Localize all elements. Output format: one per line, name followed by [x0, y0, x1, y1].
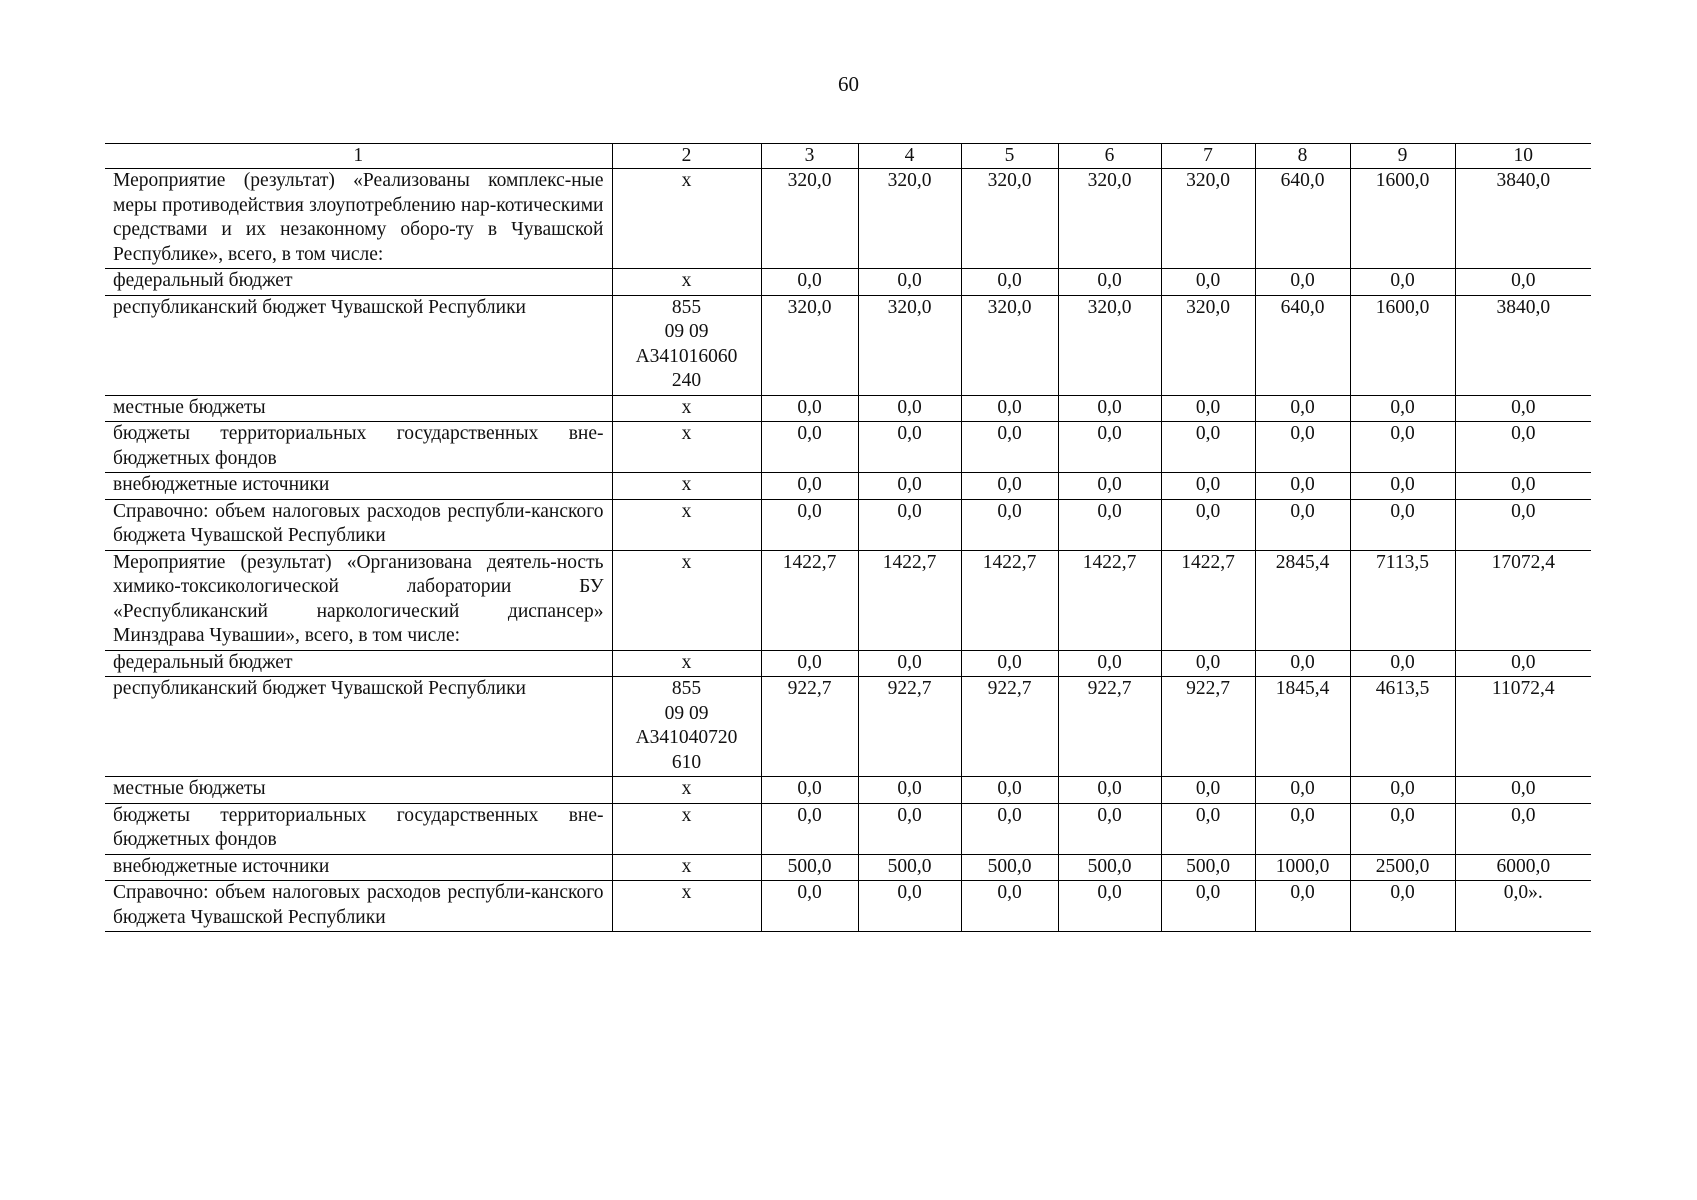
value-cell: 640,0 — [1255, 295, 1350, 395]
row-label: Справочно: объем налоговых расходов республи-канского бюджета Чувашской Республики — [105, 881, 612, 932]
value-cell: 0,0». — [1455, 881, 1591, 932]
budget-code-line: x — [681, 882, 692, 903]
value-cell: 0,0 — [858, 473, 961, 500]
value-cell: 922,7 — [961, 677, 1058, 777]
value-cell: 4613,5 — [1350, 677, 1455, 777]
table-row — [105, 650, 1591, 677]
value-cell: 0,0 — [761, 499, 858, 550]
row-label: Мероприятие (результат) «Реализованы комплекс-ные меры противодействия злоупотреблению нар-котическими средствами и их незаконному оборо-ту в Чувашской Республике», всего, в том числе: — [105, 169, 612, 269]
value-cell: 0,0 — [1161, 499, 1255, 550]
budget-code-line: x — [681, 651, 692, 673]
value-cell: 0,0 — [1255, 269, 1350, 296]
value-cell: 0,0 — [1350, 269, 1455, 296]
budget-code-line: x — [681, 396, 692, 418]
value-cell: 0,0 — [1161, 881, 1255, 932]
table-row — [105, 395, 1591, 422]
value-cell: 0,0 — [1350, 777, 1455, 804]
budget-code-line: x — [681, 270, 692, 291]
value-cell: 500,0 — [1058, 854, 1161, 881]
table-row — [105, 295, 1591, 395]
budget-code-cell — [612, 269, 761, 296]
value-cell: 1600,0 — [1350, 295, 1455, 395]
value-cell: 0,0 — [761, 395, 858, 422]
value-cell: 0,0 — [1255, 650, 1350, 677]
value-cell: 0,0 — [961, 269, 1058, 296]
value-cell: 320,0 — [961, 295, 1058, 395]
value-cell: 0,0 — [858, 803, 961, 854]
value-cell: 0,0 — [1058, 803, 1161, 854]
budget-code-line: А341040720 — [635, 727, 738, 748]
value-cell: 320,0 — [1161, 295, 1255, 395]
value-cell: 0,0 — [1255, 395, 1350, 422]
header-cell: 8 — [1255, 144, 1350, 169]
value-cell: 0,0 — [761, 422, 858, 473]
value-cell: 11072,4 — [1455, 677, 1591, 777]
value-cell: 0,0 — [961, 803, 1058, 854]
value-cell: 1422,7 — [761, 550, 858, 650]
budget-code-cell — [612, 422, 761, 473]
budget-code-line: x — [681, 855, 692, 877]
budget-code-line: x — [681, 551, 692, 573]
budget-code-cell — [612, 854, 761, 881]
value-cell: 0,0 — [961, 881, 1058, 932]
value-cell: 500,0 — [761, 854, 858, 881]
budget-code-cell — [612, 499, 761, 550]
value-cell: 0,0 — [1161, 803, 1255, 854]
value-cell: 0,0 — [761, 881, 858, 932]
row-label: бюджеты территориальных государственных вне-бюджетных фондов — [105, 803, 612, 854]
header-cell: 7 — [1161, 144, 1255, 169]
value-cell: 3840,0 — [1455, 295, 1591, 395]
table-row — [105, 269, 1591, 296]
value-cell: 0,0 — [961, 499, 1058, 550]
value-cell: 500,0 — [858, 854, 961, 881]
value-cell: 0,0 — [1350, 422, 1455, 473]
value-cell: 0,0 — [1350, 881, 1455, 932]
value-cell: 0,0 — [1058, 881, 1161, 932]
row-label: республиканский бюджет Чувашской Республики — [105, 677, 612, 777]
value-cell: 922,7 — [1058, 677, 1161, 777]
budget-code-line: 09 09 — [664, 702, 709, 724]
table-row — [105, 169, 1591, 269]
value-cell: 0,0 — [1161, 422, 1255, 473]
header-cell: 10 — [1455, 144, 1591, 169]
value-cell: 320,0 — [1058, 295, 1161, 395]
budget-code-line: 855 — [671, 678, 702, 699]
header-cell: 3 — [761, 144, 858, 169]
value-cell: 0,0 — [858, 881, 961, 932]
value-cell: 320,0 — [858, 169, 961, 269]
value-cell: 17072,4 — [1455, 550, 1591, 650]
page-number: 60 — [838, 72, 859, 96]
budget-code-cell — [612, 650, 761, 677]
value-cell: 0,0 — [858, 650, 961, 677]
value-cell: 1845,4 — [1255, 677, 1350, 777]
value-cell: 6000,0 — [1455, 854, 1591, 881]
budget-code-line: А341016060 — [635, 345, 738, 367]
header-cell: 5 — [961, 144, 1058, 169]
value-cell: 0,0 — [1255, 473, 1350, 500]
table-row — [105, 854, 1591, 881]
value-cell: 0,0 — [1058, 422, 1161, 473]
value-cell: 0,0 — [858, 422, 961, 473]
budget-code-line: 240 — [671, 370, 702, 391]
value-cell: 922,7 — [761, 677, 858, 777]
value-cell: 1422,7 — [1161, 550, 1255, 650]
budget-code-cell — [612, 473, 761, 500]
value-cell: 0,0 — [761, 650, 858, 677]
budget-code-line: x — [681, 474, 692, 495]
row-label: республиканский бюджет Чувашской Республики — [105, 295, 612, 395]
value-cell: 0,0 — [1455, 395, 1591, 422]
value-cell: 0,0 — [858, 777, 961, 804]
value-cell: 0,0 — [1255, 422, 1350, 473]
row-label: местные бюджеты — [105, 395, 612, 422]
header-cell: 1 — [105, 144, 612, 169]
budget-code-line: 610 — [671, 751, 702, 773]
value-cell: 0,0 — [1058, 499, 1161, 550]
table-row — [105, 777, 1591, 804]
table-row — [105, 881, 1591, 932]
value-cell: 2845,4 — [1255, 550, 1350, 650]
value-cell: 0,0 — [858, 499, 961, 550]
budget-code-line: 09 09 — [664, 321, 709, 342]
value-cell: 0,0 — [1058, 269, 1161, 296]
value-cell: 0,0 — [961, 395, 1058, 422]
value-cell: 0,0 — [1161, 395, 1255, 422]
budget-code-line: x — [681, 778, 692, 799]
value-cell: 0,0 — [858, 269, 961, 296]
value-cell: 0,0 — [1455, 473, 1591, 500]
row-label: федеральный бюджет — [105, 650, 612, 677]
value-cell: 0,0 — [1455, 777, 1591, 804]
row-label: бюджеты территориальных государственных вне-бюджетных фондов — [105, 422, 612, 473]
budget-table — [105, 143, 1591, 932]
value-cell: 1422,7 — [858, 550, 961, 650]
value-cell: 1600,0 — [1350, 169, 1455, 269]
budget-code-cell — [612, 169, 761, 269]
value-cell: 500,0 — [1161, 854, 1255, 881]
header-cell: 6 — [1058, 144, 1161, 169]
value-cell: 922,7 — [858, 677, 961, 777]
value-cell: 0,0 — [1350, 499, 1455, 550]
value-cell: 0,0 — [761, 269, 858, 296]
table-row — [105, 677, 1591, 777]
value-cell: 320,0 — [761, 169, 858, 269]
value-cell: 2500,0 — [1350, 854, 1455, 881]
budget-code-line: x — [681, 500, 692, 522]
budget-code-cell — [612, 803, 761, 854]
row-label: федеральный бюджет — [105, 269, 612, 296]
value-cell: 0,0 — [1161, 650, 1255, 677]
budget-code-line: x — [681, 423, 692, 444]
value-cell: 0,0 — [1058, 650, 1161, 677]
value-cell: 0,0 — [1350, 473, 1455, 500]
value-cell: 0,0 — [1255, 803, 1350, 854]
value-cell: 0,0 — [1255, 499, 1350, 550]
value-cell: 0,0 — [1255, 777, 1350, 804]
budget-code-line: x — [681, 170, 692, 191]
value-cell: 1422,7 — [961, 550, 1058, 650]
value-cell: 0,0 — [1255, 881, 1350, 932]
value-cell: 7113,5 — [1350, 550, 1455, 650]
header-row — [105, 144, 1591, 169]
value-cell: 0,0 — [1350, 650, 1455, 677]
value-cell: 640,0 — [1255, 169, 1350, 269]
value-cell: 0,0 — [1161, 777, 1255, 804]
value-cell: 0,0 — [1058, 777, 1161, 804]
value-cell: 0,0 — [761, 803, 858, 854]
value-cell: 320,0 — [858, 295, 961, 395]
row-label: внебюджетные источники — [105, 854, 612, 881]
value-cell: 0,0 — [1455, 650, 1591, 677]
value-cell: 0,0 — [961, 777, 1058, 804]
value-cell: 1422,7 — [1058, 550, 1161, 650]
row-label: местные бюджеты — [105, 777, 612, 804]
value-cell: 320,0 — [761, 295, 858, 395]
budget-code-line: 855 — [671, 296, 702, 318]
value-cell: 922,7 — [1161, 677, 1255, 777]
budget-code-cell — [612, 550, 761, 650]
budget-code-cell — [612, 677, 761, 777]
table-row — [105, 422, 1591, 473]
value-cell: 0,0 — [761, 473, 858, 500]
value-cell: 500,0 — [961, 854, 1058, 881]
value-cell: 0,0 — [961, 473, 1058, 500]
value-cell: 0,0 — [1161, 473, 1255, 500]
value-cell: 0,0 — [1455, 499, 1591, 550]
table-row — [105, 473, 1591, 500]
value-cell: 0,0 — [1350, 803, 1455, 854]
header-cell: 2 — [612, 144, 761, 169]
value-cell: 3840,0 — [1455, 169, 1591, 269]
value-cell: 1000,0 — [1255, 854, 1350, 881]
row-label: внебюджетные источники — [105, 473, 612, 500]
budget-code-cell — [612, 777, 761, 804]
value-cell: 0,0 — [1058, 473, 1161, 500]
value-cell: 320,0 — [1161, 169, 1255, 269]
budget-code-cell — [612, 295, 761, 395]
value-cell: 0,0 — [1058, 395, 1161, 422]
value-cell: 0,0 — [1455, 803, 1591, 854]
value-cell: 0,0 — [1350, 395, 1455, 422]
table-row — [105, 499, 1591, 550]
value-cell: 0,0 — [961, 422, 1058, 473]
table-body — [105, 144, 1591, 932]
table-row — [105, 803, 1591, 854]
row-label: Мероприятие (результат) «Организована деятель-ность химико-токсикологической лаборатории БУ «Республиканский наркологический диспансер» Минздрава Чувашии», всего, в том числе: — [105, 550, 612, 650]
value-cell: 320,0 — [1058, 169, 1161, 269]
value-cell: 0,0 — [1455, 422, 1591, 473]
budget-code-line: x — [681, 804, 692, 826]
value-cell: 0,0 — [761, 777, 858, 804]
value-cell: 0,0 — [961, 650, 1058, 677]
value-cell: 0,0 — [1161, 269, 1255, 296]
header-cell: 4 — [858, 144, 961, 169]
table-row — [105, 550, 1591, 650]
budget-code-cell — [612, 881, 761, 932]
header-cell: 9 — [1350, 144, 1455, 169]
row-label: Справочно: объем налоговых расходов республи-канского бюджета Чувашской Республики — [105, 499, 612, 550]
value-cell: 320,0 — [961, 169, 1058, 269]
value-cell: 0,0 — [1455, 269, 1591, 296]
budget-code-cell — [612, 395, 761, 422]
value-cell: 0,0 — [858, 395, 961, 422]
